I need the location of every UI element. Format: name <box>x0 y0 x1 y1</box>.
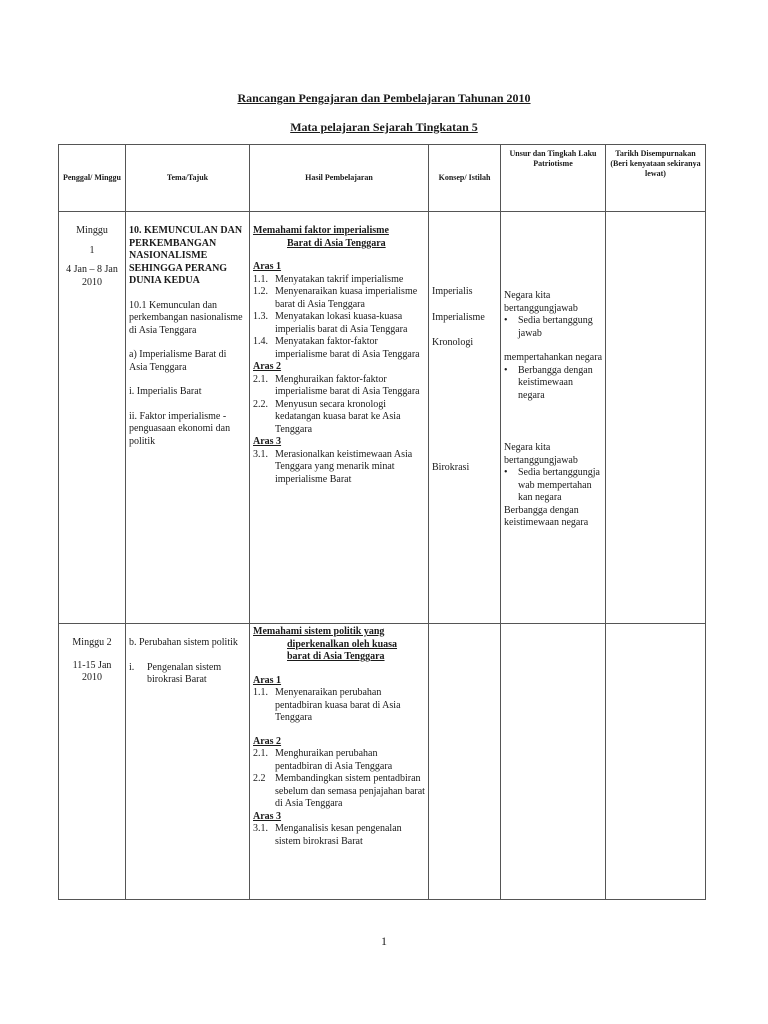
concept-cell <box>429 624 501 900</box>
header-cell: Konsep/ Istilah <box>429 145 501 212</box>
level-heading: Aras 3 <box>253 436 282 447</box>
outcome-item: 3.1. Menganalisis kesan pengenalan sistem birokrasi Barat <box>253 823 402 847</box>
header-cell: Hasil Pembelajaran <box>250 145 429 212</box>
page-number: 1 <box>381 934 387 948</box>
outcome-item: 3.1. Merasionalkan keistimewaan Asia Tenggara yang menarik minat imperialisme Barat <box>253 448 413 485</box>
concept-term: Birokrasi <box>432 461 470 473</box>
table-row <box>59 212 706 624</box>
level-heading: Aras 1 <box>253 261 282 272</box>
outcome-item: 2.2. Menyusun secara kronologi kedatangan kuasa barat ke Asia Tenggara <box>253 398 401 435</box>
week-dates: 4 Jan – 8 Jan 2010 <box>66 264 118 288</box>
objective-heading: Barat di Asia Tenggara <box>287 237 386 249</box>
objective-heading: barat di Asia Tenggara <box>287 651 385 662</box>
theme-cell <box>126 212 250 624</box>
week-cell <box>59 624 126 900</box>
patriotism-cell <box>501 624 606 900</box>
theme-item: a) Imperialisme Barat di Asia Tenggara <box>129 349 227 373</box>
header-cell: Unsur dan Tingkah Laku Patriotisme <box>501 145 606 212</box>
week-label: Minggu <box>76 225 108 236</box>
outcome-item: 2.1. Menghuraikan perubahan pentadbiran di Asia Tenggara <box>253 748 393 772</box>
outcome-item: 1.4. Menyatakan faktor-faktor imperialisme barat di Asia Tenggara <box>253 336 420 360</box>
level-heading: Aras 2 <box>253 735 282 747</box>
week-label: Minggu 2 <box>72 637 112 648</box>
header-cell: Penggal/ Minggu <box>59 145 126 212</box>
patriotism-text: Negara kita bertanggungjawab <box>504 290 578 314</box>
level-heading: Aras 1 <box>253 674 282 686</box>
outcome-cell <box>250 624 429 900</box>
theme-cell <box>126 624 250 900</box>
table-header-row <box>59 145 706 212</box>
table-row <box>59 624 706 900</box>
completion-date-cell <box>606 624 706 900</box>
week-dates: 11-15 Jan 2010 <box>72 659 112 683</box>
outcome-item: 2.1. Menghuraikan faktor-faktor imperialisme barat di Asia Tenggara <box>253 373 420 397</box>
outcome-item: 1.1. Menyenaraikan perubahan pentadbiran kuasa barat di Asia Tenggara <box>253 687 401 723</box>
outcome-item: 1.3. Menyatakan lokasi kuasa-kuasa imperialis barat di Asia Tenggara <box>253 311 408 335</box>
patriotism-text: Negara kita bertanggungjawab <box>504 442 578 466</box>
header-cell: Tema/Tajuk <box>126 145 250 212</box>
level-heading: Aras 2 <box>253 361 282 372</box>
outcome-cell <box>250 212 429 624</box>
patriotism-bullet: • Sedia bertanggung jawab <box>504 315 593 339</box>
objective-heading: diperkenalkan oleh kuasa <box>287 638 398 650</box>
patriotism-cell <box>501 212 606 624</box>
lesson-plan-table <box>58 144 706 900</box>
document-subtitle: Mata pelajaran Sejarah Tingkatan 5 <box>290 120 478 134</box>
patriotism-bullet: • Berbangga dengan keistimewaan negara <box>504 364 593 401</box>
patriotism-bullet: • Sedia bertanggungja wab mempertahan kan negara <box>504 467 600 503</box>
outcome-item: 1.1. Menyatakan takrif imperialisme <box>253 273 404 285</box>
theme-item: i. Imperialis Barat <box>129 386 202 397</box>
level-heading: Aras 3 <box>253 810 282 822</box>
patriotism-text: mempertahankan negara <box>504 352 603 363</box>
theme-item: b. Perubahan sistem politik <box>129 637 238 648</box>
week-number: 1 <box>89 244 95 256</box>
document-title: Rancangan Pengajaran dan Pembelajaran Tahunan 2010 <box>237 91 531 105</box>
outcome-item: 1.2. Menyenaraikan kuasa imperialisme barat di Asia Tenggara <box>253 286 418 310</box>
theme-subtopic: 10.1 Kemunculan dan perkembangan nasionalisme di Asia Tenggara <box>129 299 243 336</box>
concept-cell <box>429 212 501 624</box>
completion-date-cell <box>606 212 706 624</box>
concept-term: Imperialisme <box>432 311 485 323</box>
concept-term: Imperialis <box>432 286 473 297</box>
theme-item: i. Pengenalan sistem birokrasi Barat <box>129 661 222 685</box>
outcome-item: 2.2 Membandingkan sistem pentadbiran sebelum dan semasa penjajahan barat di Asia Tenggara <box>253 773 425 809</box>
objective-heading: Memahami sistem politik yang <box>253 626 385 637</box>
concept-term: Kronologi <box>432 337 474 348</box>
objective-heading: Memahami faktor imperialisme <box>253 225 389 236</box>
theme-item: ii. Faktor imperialisme - penguasaan ekonomi dan politik <box>129 410 231 447</box>
week-cell <box>59 212 126 624</box>
header-cell: Tarikh Disempurnakan (Beri kenyataan sekiranya lewat) <box>606 145 706 212</box>
theme-heading: 10. KEMUNCULAN DAN PERKEMBANGAN NASIONALISME SEHINGGA PERANG DUNIA KEDUA <box>129 225 243 286</box>
patriotism-text: Berbangga dengan keistimewaan negara <box>504 504 589 528</box>
